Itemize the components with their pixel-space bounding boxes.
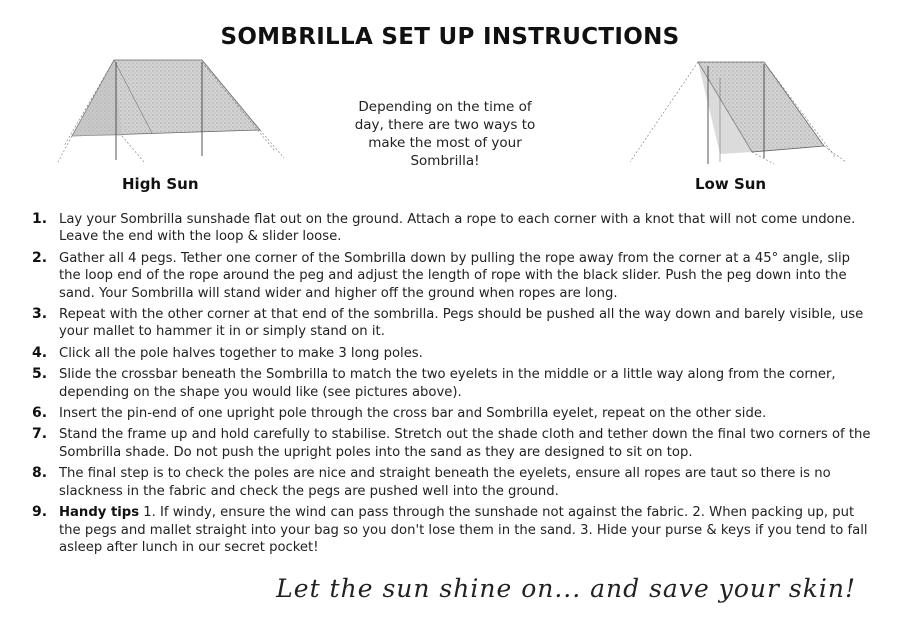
step-number: 4. [32,344,48,361]
instruction-step [30,345,875,362]
step-text: Stand the frame up and hold carefully to stabilise. Stretch out the shade cloth and tether down the final two corners of the Sombrilla shade. Do not push the upright poles into the sand as they are designed to sit on top. [59,427,871,460]
step-number: 2. [32,249,48,266]
step-text: Repeat with the other corner at that end of the sombrilla. Pegs should be pushed all the way down and barely visible, use your mallet to hammer it in or simply stand on it. [59,307,864,340]
step-number: 6. [32,405,48,422]
low-sun-diagram [624,58,850,170]
step-text: Lay your Sombrilla sunshade flat out on the ground. Attach a rope to each corner with a knot that will not come undone. Leave the end with the loop & slider loose. [59,212,856,245]
high-sun-label: High Sun [122,175,199,193]
high-sun-tent-illustration [52,58,312,170]
instruction-list [30,211,875,560]
step-number: 5. [32,366,48,383]
step-text: The final step is to check the poles are nice and straight beneath the eyelets, ensure all ropes are taut so there is no slackness in the fabric and check the pegs are pushed well into the ground. [59,466,831,499]
step-number: 9. [32,504,48,521]
instruction-step [30,465,875,500]
low-sun-label: Low Sun [695,175,767,193]
step-text: Slide the crossbar beneath the Sombrilla to match the two eyelets in the middle or a little way along from the corner, depending on the shape you would like (see pictures above). [59,367,836,400]
step-text: Gather all 4 pegs. Tether one corner of the Sombrilla down by pulling the rope away from the corner at a 45° angle, slip the loop end of the rope around the peg and adjust the length of rope with the black slider. Push the peg down into the sand. Your Sombrilla will stand wider and higher off the ground when ropes are long. [59,250,851,301]
step-number: 8. [32,465,48,482]
intro-text: Depending on the time of day, there are two ways to make the most of your Sombrilla! [354,99,536,169]
instruction-step [30,426,875,461]
step-text: 1. If windy, ensure the wind can pass through the sunshade not against the fabric. 2. When packing up, put the pegs and mallet straight into your bag so you don't lose them in the sand. 3. Hide your purse & keys if you tend to fall asleep after lunch in our secret pocket! [59,505,868,555]
instruction-step [30,250,875,302]
instruction-step [30,306,875,341]
handy-tips-heading: Handy tips [59,505,140,521]
page-title: SOMBRILLA SET UP INSTRUCTIONS [220,24,680,50]
step-number: 1. [32,211,48,227]
step-number: 7. [32,426,48,443]
step-number: 3. [32,306,48,323]
step-text: Click all the pole halves together to make 3 long poles. [59,345,423,361]
low-sun-tent-illustration [624,58,850,170]
tagline: Let the sun shine on... and save your skin! [276,574,856,603]
step-text: Insert the pin-end of one upright pole through the cross bar and Sombrilla eyelet, repeat on the other side. [59,406,767,422]
instruction-step [30,405,875,422]
instruction-step [30,211,875,246]
instruction-step [30,366,875,401]
instruction-step [30,504,875,556]
high-sun-diagram [52,58,312,170]
